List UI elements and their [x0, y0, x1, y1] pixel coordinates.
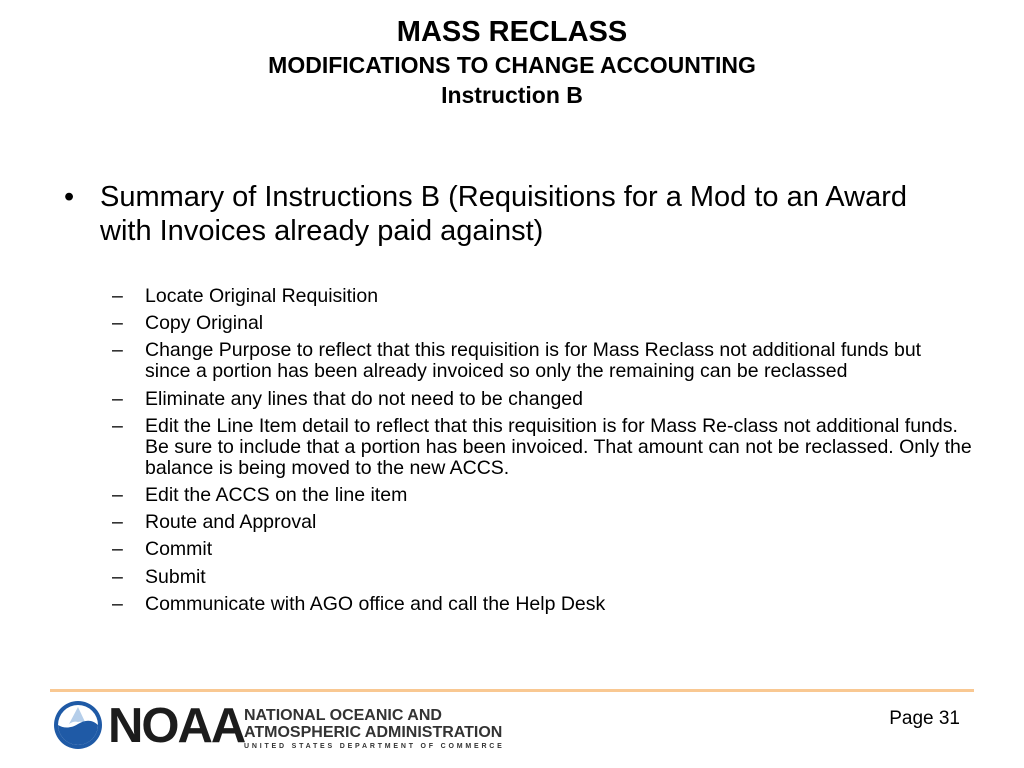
- list-item-text: Submit: [145, 565, 206, 588]
- footer-divider: [50, 689, 974, 692]
- list-item-text: Edit the ACCS on the line item: [145, 483, 408, 506]
- list-item-text: Commit: [145, 538, 213, 561]
- dash-icon: –: [112, 312, 123, 335]
- main-bullet-text: Summary of Instructions B (Requisitions for a Mod to an Award with Invoices already paid against): [100, 181, 907, 247]
- dash-icon: –: [112, 538, 123, 561]
- dash-icon: –: [112, 565, 123, 588]
- list-item-text: Communicate with AGO office and call the Help Desk: [145, 592, 606, 615]
- dash-icon: –: [112, 511, 123, 534]
- bullet-dot: •: [64, 181, 75, 213]
- list-item: [112, 567, 972, 588]
- dash-icon: –: [112, 592, 123, 615]
- agency-line-1: NATIONAL OCEANIC AND: [244, 707, 442, 724]
- slide-title: MASS RECLASS: [396, 16, 628, 48]
- agency-name: [244, 707, 505, 752]
- list-item: [112, 416, 972, 479]
- dash-icon: –: [112, 285, 123, 307]
- list-item-text: Route and Approval: [145, 511, 317, 534]
- noaa-logo-text: NOAA: [108, 699, 245, 753]
- slide-subtitle: MODIFICATIONS TO CHANGE ACCOUNTING: [268, 52, 756, 78]
- sub-bullet-list: [112, 286, 972, 621]
- list-item: [112, 594, 972, 615]
- noaa-seal-icon: [53, 700, 103, 750]
- agency-line-3: UNITED STATES DEPARTMENT OF COMMERCE: [244, 743, 505, 750]
- slide-instruction-label: Instruction B: [441, 82, 583, 108]
- agency-line-2: ATMOSPHERIC ADMINISTRATION: [244, 724, 503, 741]
- list-item: [112, 340, 972, 382]
- list-item-text: Copy Original: [145, 312, 264, 335]
- list-item: [112, 539, 972, 560]
- list-item-text: Change Purpose to reflect that this requisition is for Mass Reclass not additional funds but since a portion has been already invoiced so only the remaining can be reclassed: [145, 339, 922, 383]
- list-item: [112, 313, 972, 334]
- list-item: [112, 485, 972, 506]
- list-item: [112, 512, 972, 533]
- list-item-text: Locate Original Requisition: [145, 285, 379, 307]
- list-item-text: Edit the Line Item detail to reflect that this requisition is for Mass Re-class not additional funds. Be sure to include that a portion has been invoiced. That amount can not be reclassed. Only the balance is being moved to the new ACCS.: [145, 414, 972, 479]
- dash-icon: –: [112, 483, 123, 506]
- list-item-text: Eliminate any lines that do not need to be changed: [145, 387, 583, 410]
- dash-icon: –: [112, 414, 123, 437]
- list-item: [112, 389, 972, 410]
- dash-icon: –: [112, 387, 123, 410]
- list-item: [112, 286, 972, 307]
- slide-title-block: [0, 14, 1024, 110]
- dash-icon: –: [112, 339, 123, 362]
- page-number: Page 31: [889, 708, 960, 729]
